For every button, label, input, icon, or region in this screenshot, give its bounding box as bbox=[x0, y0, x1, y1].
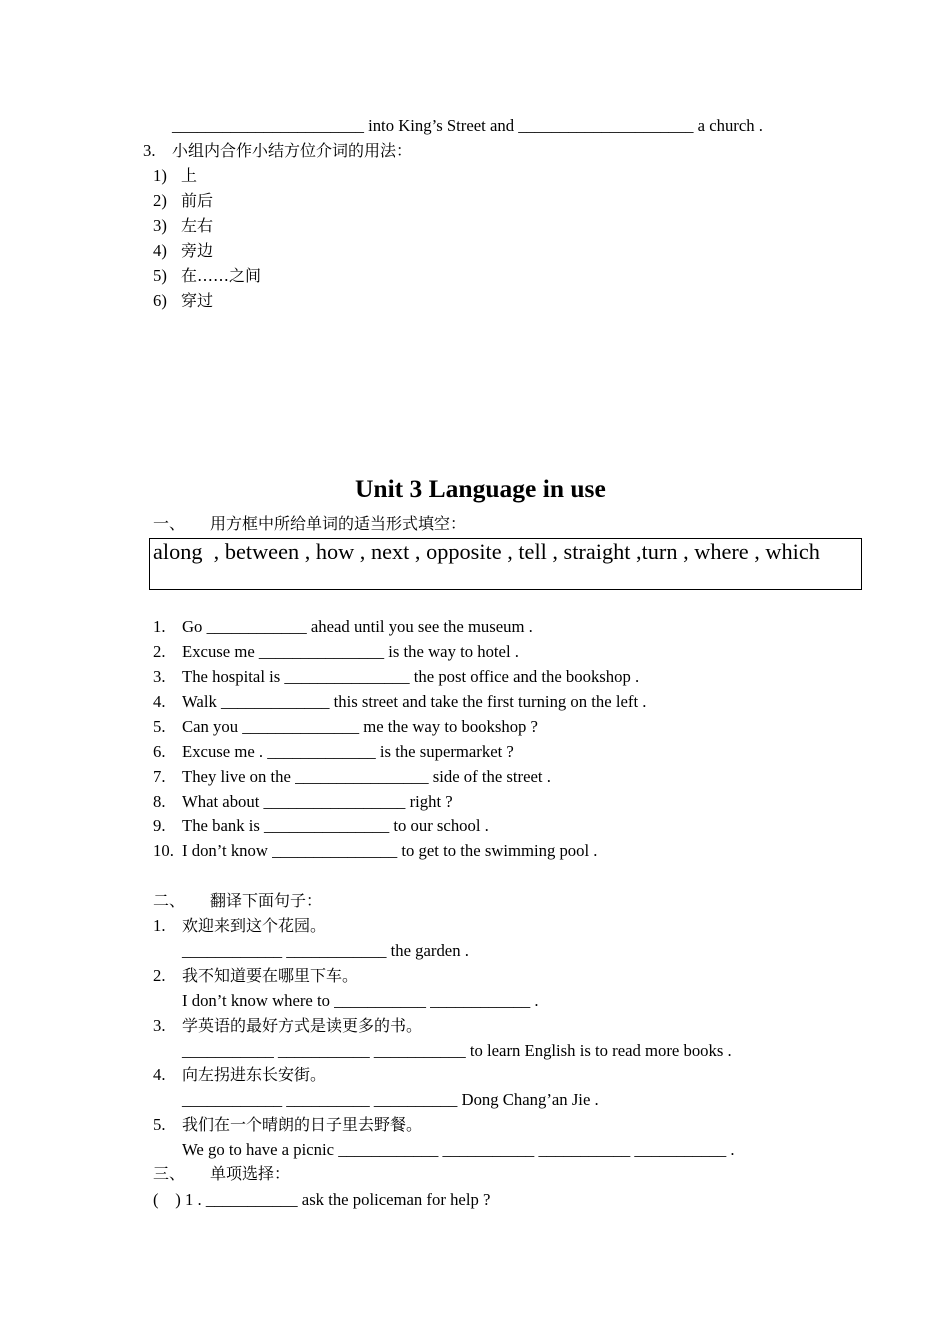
translation-prompt-row bbox=[0, 965, 950, 987]
question-row bbox=[0, 815, 950, 837]
translation-answer: ___________ ___________ ___________ to learn English is to read more books . bbox=[182, 1041, 732, 1060]
translation-prompt-row bbox=[0, 1064, 950, 1086]
preposition-category-item bbox=[0, 190, 950, 212]
question-number: 6. bbox=[153, 742, 166, 761]
item-number: 5) bbox=[153, 266, 167, 285]
section-heading-1 bbox=[0, 513, 950, 535]
question-text: I don’t know _______________ to get to the swimming pool . bbox=[182, 841, 598, 860]
sentence-text: _______________________ into King’s Street and _____________________ a church . bbox=[172, 116, 763, 135]
section-number: 二、 bbox=[153, 891, 186, 910]
item-label: 穿过 bbox=[181, 291, 214, 310]
translation-prompt: 学英语的最好方式是读更多的书。 bbox=[182, 1016, 423, 1035]
section-instruction: 用方框中所给单词的适当形式填空： bbox=[210, 514, 467, 533]
section-instruction: 翻译下面句子： bbox=[210, 891, 323, 910]
question-number: 2. bbox=[153, 966, 166, 985]
question-text: What about _________________ right ? bbox=[182, 792, 453, 811]
preposition-category-item bbox=[0, 240, 950, 262]
question-number: 5. bbox=[153, 717, 166, 736]
item-number: 3) bbox=[153, 216, 167, 235]
question-row bbox=[0, 766, 950, 788]
choice-question-row bbox=[0, 1189, 950, 1211]
question-row bbox=[0, 840, 950, 862]
translation-answer-line bbox=[0, 1139, 950, 1161]
question-row bbox=[0, 741, 950, 763]
translation-answer-line bbox=[0, 940, 950, 962]
translation-prompt-row bbox=[0, 1015, 950, 1037]
question-text: Can you ______________ me the way to bookshop ? bbox=[182, 717, 538, 736]
task-3-row bbox=[0, 140, 950, 162]
question-row bbox=[0, 716, 950, 738]
translation-answer-line bbox=[0, 990, 950, 1012]
question-text: Excuse me . _____________ is the supermarket ? bbox=[182, 742, 514, 761]
section-number: 三、 bbox=[153, 1164, 186, 1183]
translation-answer-line bbox=[0, 1040, 950, 1062]
question-number: 8. bbox=[153, 792, 166, 811]
question-number: 4. bbox=[153, 692, 166, 711]
preposition-category-item bbox=[0, 215, 950, 237]
translation-answer: ____________ __________ __________ Dong Chang’an Jie . bbox=[182, 1090, 599, 1109]
translation-answer: ____________ ____________ the garden . bbox=[182, 941, 469, 960]
question-number: 1. bbox=[153, 916, 166, 935]
page-title: Unit 3 Language in use bbox=[355, 474, 606, 503]
question-text: The bank is _______________ to our school . bbox=[182, 816, 489, 835]
translation-prompt: 我不知道要在哪里下车。 bbox=[182, 966, 359, 985]
question-row bbox=[0, 791, 950, 813]
item-number: 2) bbox=[153, 191, 167, 210]
item-number: 1) bbox=[153, 166, 167, 185]
question-number: 10. bbox=[153, 841, 174, 860]
section-heading-3 bbox=[0, 1163, 950, 1185]
section-heading-2 bbox=[0, 890, 950, 912]
translation-prompt: 我们在一个晴朗的日子里去野餐。 bbox=[182, 1115, 423, 1134]
translation-prompt-row bbox=[0, 915, 950, 937]
question-row bbox=[0, 616, 950, 638]
translation-prompt-row bbox=[0, 1114, 950, 1136]
question-number: 3. bbox=[153, 1016, 166, 1035]
item-label: 上 bbox=[181, 166, 198, 185]
section-instruction: 单项选择： bbox=[210, 1164, 291, 1183]
translation-answer: We go to have a picnic ____________ ___________ ___________ ___________ . bbox=[182, 1140, 735, 1159]
question-number: 3. bbox=[153, 667, 166, 686]
preposition-category-item bbox=[0, 165, 950, 187]
word-box bbox=[149, 538, 862, 590]
section-number: 一、 bbox=[153, 514, 186, 533]
translation-answer: I don’t know where to ___________ ____________ . bbox=[182, 991, 539, 1010]
preposition-category-item bbox=[0, 290, 950, 312]
preposition-category-item bbox=[0, 265, 950, 287]
item-number: 6) bbox=[153, 291, 167, 310]
question-number: 4. bbox=[153, 1065, 166, 1084]
question-number: 7. bbox=[153, 767, 166, 786]
question-text: Walk _____________ this street and take the first turning on the left . bbox=[182, 692, 647, 711]
question-row bbox=[0, 691, 950, 713]
question-text: Excuse me _______________ is the way to hotel . bbox=[182, 642, 519, 661]
question-text: Go ____________ ahead until you see the museum . bbox=[182, 617, 533, 636]
word-list: along , between , how , next , opposite , tell , straight ,turn , where , which bbox=[153, 539, 820, 564]
question-number: 5. bbox=[153, 1115, 166, 1134]
question-number: 1. bbox=[153, 617, 166, 636]
translation-prompt: 向左拐进东长安街。 bbox=[182, 1065, 327, 1084]
question-text: The hospital is _______________ the post office and the bookshop . bbox=[182, 667, 640, 686]
task-number: 3. bbox=[143, 141, 156, 160]
question-number: 2. bbox=[153, 642, 166, 661]
question-row bbox=[0, 666, 950, 688]
item-number: 4) bbox=[153, 241, 167, 260]
question-row bbox=[0, 641, 950, 663]
item-label: 旁边 bbox=[181, 241, 214, 260]
question-text: They live on the ________________ side of the street . bbox=[182, 767, 551, 786]
translation-prompt: 欢迎来到这个花园。 bbox=[182, 916, 327, 935]
fill-in-sentence bbox=[0, 115, 950, 137]
item-label: 左右 bbox=[181, 216, 214, 235]
translation-answer-line bbox=[0, 1089, 950, 1111]
item-label: 在……之间 bbox=[181, 266, 262, 285]
question-text: ( ) 1 . ___________ ask the policeman for help ? bbox=[153, 1190, 491, 1209]
question-number: 9. bbox=[153, 816, 166, 835]
task-instruction: 小组内合作小结方位介词的用法： bbox=[172, 141, 413, 160]
item-label: 前后 bbox=[181, 191, 214, 210]
